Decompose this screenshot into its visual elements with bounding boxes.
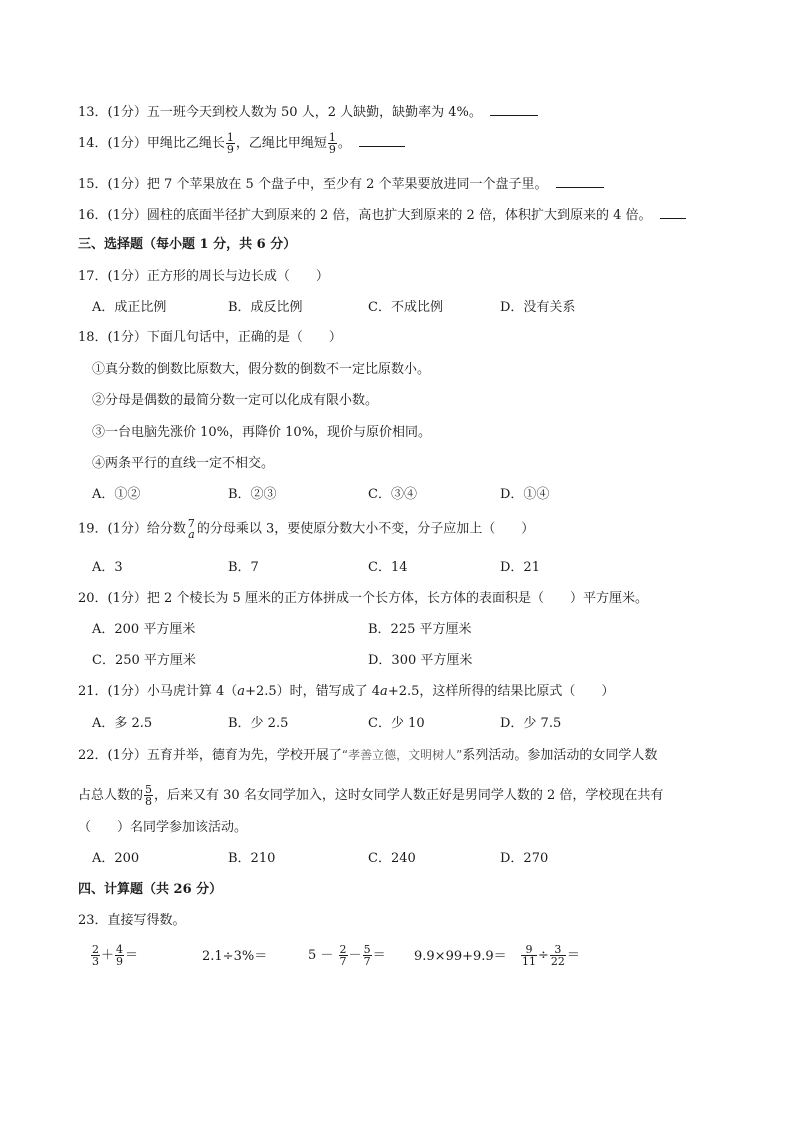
question-19 (78, 518, 534, 540)
question-22-text-b: 系列活动。参加活动的女同学人数 (462, 748, 658, 763)
calc-expression-4[interactable]: 9.9×99+9.9＝ (414, 949, 507, 964)
q19-option-d[interactable]: D．21 (500, 560, 540, 575)
q18-option-b[interactable]: B．②③ (228, 487, 277, 502)
calc-expression-2[interactable]: 2.1÷3%＝ (202, 949, 268, 964)
q18-option-d[interactable]: D．①④ (500, 487, 550, 502)
q20-option-d[interactable]: D．300 平方厘米 (368, 653, 473, 668)
q19-option-b[interactable]: B．7 (228, 560, 259, 575)
question-22-text-c: 占总人数的 (78, 788, 144, 803)
question-17-stem: 17．(1分）正方形的周长与边长成（ ） (78, 269, 329, 284)
question-15 (78, 175, 604, 194)
answer-blank-15[interactable] (556, 175, 604, 188)
q18-statement-4: ④两条平行的直线一定不相交。 (92, 456, 275, 471)
q20-option-c[interactable]: C．250 平方厘米 (92, 653, 196, 668)
question-23-stem: 23．直接写得数。 (78, 913, 186, 928)
question-21-text-b: +2.5）时，错写成了 4 (245, 684, 381, 699)
q21-option-b[interactable]: B．少 2.5 (228, 716, 289, 731)
question-22-text-a: 22．(1分）五育并举，德育为先，学校开展了 (78, 748, 342, 763)
section-4-heading: 四、计算题（共 26 分） (78, 882, 223, 897)
q19-option-c[interactable]: C．14 (368, 560, 408, 575)
q21-option-d[interactable]: D．少 7.5 (500, 716, 562, 731)
calc-expression-1[interactable]: $\frac{2}{3}$ ＋ $\frac{4}{9}$ ＝ (92, 943, 139, 968)
activity-name: “孝善立德，文明树人” (341, 748, 463, 762)
q17-option-d[interactable]: D．没有关系 (500, 300, 576, 315)
q21-option-a[interactable]: A．多 2.5 (92, 716, 153, 731)
question-14 (78, 132, 405, 155)
question-19-text-b: 的分母乘以 3，要使原分数大小不变，分子应加上（ ） (196, 521, 535, 537)
section-3-heading: 三、选择题（每小题 1 分，共 6 分） (78, 237, 297, 252)
question-16-text: 16．(1分）圆柱的底面半径扩大到原来的 2 倍，高也扩大到原来的 2 倍，体积扩大到原来的 4 倍。 (78, 208, 652, 223)
fraction-five-eighths: $\frac{5}{8}$ (145, 783, 153, 808)
fraction-one-ninth: $\frac{1}{9}$ (226, 131, 234, 156)
q22-option-d[interactable]: D．270 (500, 851, 549, 866)
question-21-text-a: 21．(1分）小马虎计算 4（ (78, 684, 238, 699)
question-14-text-a: 14．(1分）甲绳比乙绳长 (78, 136, 225, 151)
q20-option-b[interactable]: B．225 平方厘米 (368, 622, 472, 637)
q22-option-c[interactable]: C．240 (368, 851, 416, 866)
question-14-text-b: ，乙绳比甲绳短 (235, 136, 327, 151)
question-22-line-2 (78, 784, 663, 807)
question-15-text: 15．(1分）把 7 个苹果放在 5 个盘子中，至少有 2 个苹果要放进同一个盘子里。 (78, 177, 548, 192)
q22-option-a[interactable]: A．200 (92, 851, 140, 866)
question-13-text: 13．(1分）五一班今天到校人数为 50 人，2 人缺勤，缺勤率为 4%。 (78, 105, 482, 120)
answer-blank-14[interactable] (359, 134, 405, 147)
fraction-one-ninth-2: $\frac{1}{9}$ (328, 131, 336, 156)
q22-option-b[interactable]: B．210 (228, 851, 276, 866)
question-21-text-c: +2.5，这样所得的结果比原式（ ） (387, 684, 615, 699)
question-22-text-d: ，后来又有 30 名女同学加入，这时女同学人数正好是男同学人数的 2 倍，学校现在共有 (154, 788, 664, 803)
question-18-stem: 18．(1分）下面几句话中，正确的是（ ） (78, 330, 342, 345)
question-16 (78, 206, 686, 225)
q18-statement-1: ①真分数的倒数比原数大，假分数的倒数不一定比原数小。 (92, 362, 431, 377)
q18-statement-3: ③一台电脑先涨价 10%，再降价 10%，现价与原价相同。 (92, 425, 432, 440)
q18-statement-2: ②分母是偶数的最简分数一定可以化成有限小数。 (92, 393, 379, 408)
calc-expression-3[interactable]: 5 － $\frac{2}{7}$ － $\frac{5}{7}$ ＝ (308, 943, 386, 968)
fraction-seven-over-a: 7 a (187, 517, 195, 541)
question-19-text-a: 19．(1分）给分数 (78, 521, 186, 537)
q18-option-a[interactable]: A．①② (92, 487, 141, 502)
question-21 (78, 683, 614, 701)
q21-option-c[interactable]: C．少 10 (368, 716, 425, 731)
q20-option-a[interactable]: A．200 平方厘米 (92, 622, 196, 637)
q17-option-c[interactable]: C．不成比例 (368, 300, 443, 315)
variable-a: a (237, 684, 246, 699)
q19-option-a[interactable]: A．3 (92, 560, 123, 575)
question-22-line-3: （ ）名同学参加该活动。 (78, 820, 248, 835)
calc-expression-5[interactable]: $\frac{9}{11}$ ÷ $\frac{3}{22}$ ＝ (522, 943, 580, 968)
answer-blank-16[interactable] (660, 206, 686, 219)
variable-a-2: a (380, 684, 388, 699)
q17-option-b[interactable]: B．成反比例 (228, 300, 303, 315)
q18-option-c[interactable]: C．③④ (368, 487, 417, 502)
answer-blank-13[interactable] (490, 103, 538, 116)
question-22-line-1 (78, 746, 657, 765)
question-13 (78, 103, 538, 122)
question-20-stem: 20．(1分）把 2 个棱长为 5 厘米的正方体拼成一个长方体，长方体的表面积是（ ）平方厘米。 (78, 591, 648, 606)
q17-option-a[interactable]: A．成正比例 (92, 300, 167, 315)
question-14-text-c: 。 (337, 136, 351, 151)
